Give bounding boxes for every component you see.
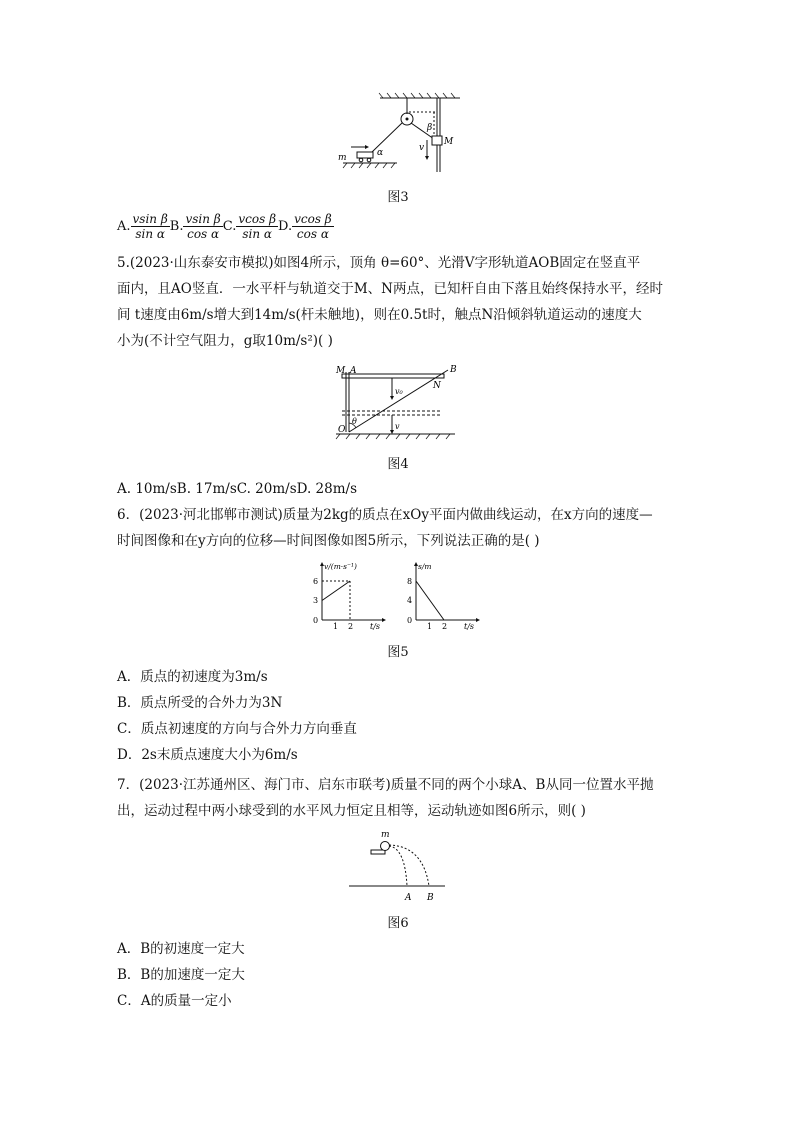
fig5-left-series-line bbox=[322, 581, 350, 601]
fig3-label-M: M bbox=[444, 137, 454, 147]
fig5-right-tick-8: 8 bbox=[407, 577, 413, 586]
q4-opt-a-letter: A. bbox=[117, 219, 131, 234]
q4-opt-a-den: sin α bbox=[135, 227, 165, 241]
fig5-right-tick-0: 0 bbox=[407, 616, 413, 625]
fig3-caption: 图3 bbox=[387, 190, 409, 205]
fig5-right-tick-4: 4 bbox=[407, 596, 413, 605]
figure-6 bbox=[345, 826, 455, 906]
q4-opt-c[interactable] bbox=[222, 212, 278, 241]
q4-opt-b-den: cos α bbox=[187, 227, 220, 241]
fig4-label-M: M bbox=[336, 366, 346, 376]
fig6-caption: 图6 bbox=[387, 916, 409, 931]
fig6-label-m: m bbox=[381, 830, 390, 840]
fig4-label-B: B bbox=[450, 365, 457, 375]
q6-option-d[interactable]: D．2s末质点速度大小为6m/s bbox=[117, 747, 298, 763]
fig5-left-ylabel: v/(m·s⁻¹) bbox=[324, 562, 357, 571]
q6-option-a[interactable]: A．质点的初速度为3m/s bbox=[117, 669, 268, 685]
fig4-label-O: O bbox=[338, 425, 346, 435]
fig5-left-xlabel: t/s bbox=[370, 622, 381, 631]
q7-line-1: 7．(2023·江苏通州区、海门市、启东市联考)质量不同的两个小球A、B从同一位置水平抛 bbox=[117, 777, 654, 793]
q4-opt-c-den: sin α bbox=[242, 227, 273, 241]
fig5-left-tick-x2: 2 bbox=[348, 622, 354, 631]
fig4-caption: 图4 bbox=[387, 457, 409, 472]
fig5-left-tick-3: 3 bbox=[313, 596, 319, 605]
fig5-right-series-line bbox=[416, 581, 444, 620]
q7-line-2: 出，运动过程中两小球受到的水平风力恒定且相等，运动轨迹如图6所示，则( ) bbox=[117, 803, 586, 819]
q5-line-4: 小为(不计空气阻力，g取10m/s²)( ) bbox=[117, 333, 333, 349]
fig6-label-A: A bbox=[405, 893, 412, 903]
fig5-left-tick-x1: 1 bbox=[333, 622, 339, 631]
fig3-label-beta: β bbox=[427, 123, 433, 133]
figure-5 bbox=[308, 560, 488, 632]
q4-opt-c-num: vcos β bbox=[238, 212, 277, 226]
q5-line-2: 面内，且AO竖直．一水平杆与轨道交于M、N两点，已知杆自由下落且始终保持水平，经时 bbox=[117, 281, 663, 297]
q4-opt-d-letter: D. bbox=[278, 219, 293, 234]
fig5-right-ylabel: s/m bbox=[418, 562, 432, 571]
q4-opt-a[interactable] bbox=[117, 212, 170, 241]
q7-option-b[interactable]: B．B的加速度一定大 bbox=[117, 967, 245, 983]
fig5-left-tick-0: 0 bbox=[313, 616, 319, 625]
q6-line-1: 6．(2023·河北邯郸市测试)质量为2kg的质点在xOy平面内做曲线运动，在x方向的速度— bbox=[117, 507, 653, 523]
q4-opt-b[interactable] bbox=[169, 212, 223, 241]
fig5-left-tick-6: 6 bbox=[313, 577, 319, 586]
fig4-label-theta: θ bbox=[352, 417, 357, 426]
figure-4 bbox=[330, 362, 465, 442]
q4-opt-d-num: vcos β bbox=[294, 212, 332, 226]
q6-line-2: 时间图像和在y方向的位移—时间图像如图5所示，下列说法正确的是( ) bbox=[117, 533, 540, 549]
fig4-label-A: A bbox=[350, 366, 357, 376]
q5-options[interactable]: A. 10m/sB. 17m/sC. 20m/sD. 28m/s bbox=[117, 481, 358, 497]
fig3-label-v: v bbox=[419, 143, 425, 153]
fig3-label-m: m bbox=[338, 153, 347, 163]
fig6-label-B: B bbox=[427, 893, 434, 903]
q4-opt-a-num: vsin β bbox=[132, 212, 168, 226]
fig3-label-alpha: α bbox=[377, 148, 384, 158]
q4-opt-c-letter: C. bbox=[222, 219, 237, 234]
q4-opt-d[interactable] bbox=[278, 212, 334, 241]
q5-line-1: 5.(2023·山东泰安市模拟)如图4所示，顶角 θ=60°、光滑V字形轨道AOB固定在竖直平 bbox=[117, 255, 641, 271]
fig5-caption: 图5 bbox=[387, 645, 409, 660]
q6-option-b[interactable]: B．质点所受的合外力为3N bbox=[117, 695, 283, 711]
fig5-right-tick-x2: 2 bbox=[442, 622, 448, 631]
q7-option-c[interactable]: C．A的质量一定小 bbox=[117, 993, 232, 1009]
q6-option-c[interactable]: C．质点初速度的方向与合外力方向垂直 bbox=[117, 721, 357, 737]
q7-option-a[interactable]: A．B的初速度一定大 bbox=[117, 941, 245, 957]
fig4-label-v: v bbox=[395, 422, 400, 431]
q4-opt-d-den: cos α bbox=[296, 227, 329, 241]
fig4-label-N: N bbox=[433, 381, 441, 391]
fig5-right-xlabel: t/s bbox=[464, 622, 475, 631]
figure-3 bbox=[335, 92, 465, 182]
q4-opt-b-num: vsin β bbox=[185, 212, 221, 226]
fig5-right-tick-x1: 1 bbox=[427, 622, 433, 631]
q4-opt-b-letter: B. bbox=[169, 219, 184, 234]
q5-line-3: 间 t速度由6m/s增大到14m/s(杆未触地)，则在0.5t时，触点N沿倾斜轨道运动的速度大 bbox=[117, 307, 642, 323]
q4-options bbox=[117, 212, 334, 241]
fig4-label-v0: v₀ bbox=[395, 387, 403, 396]
